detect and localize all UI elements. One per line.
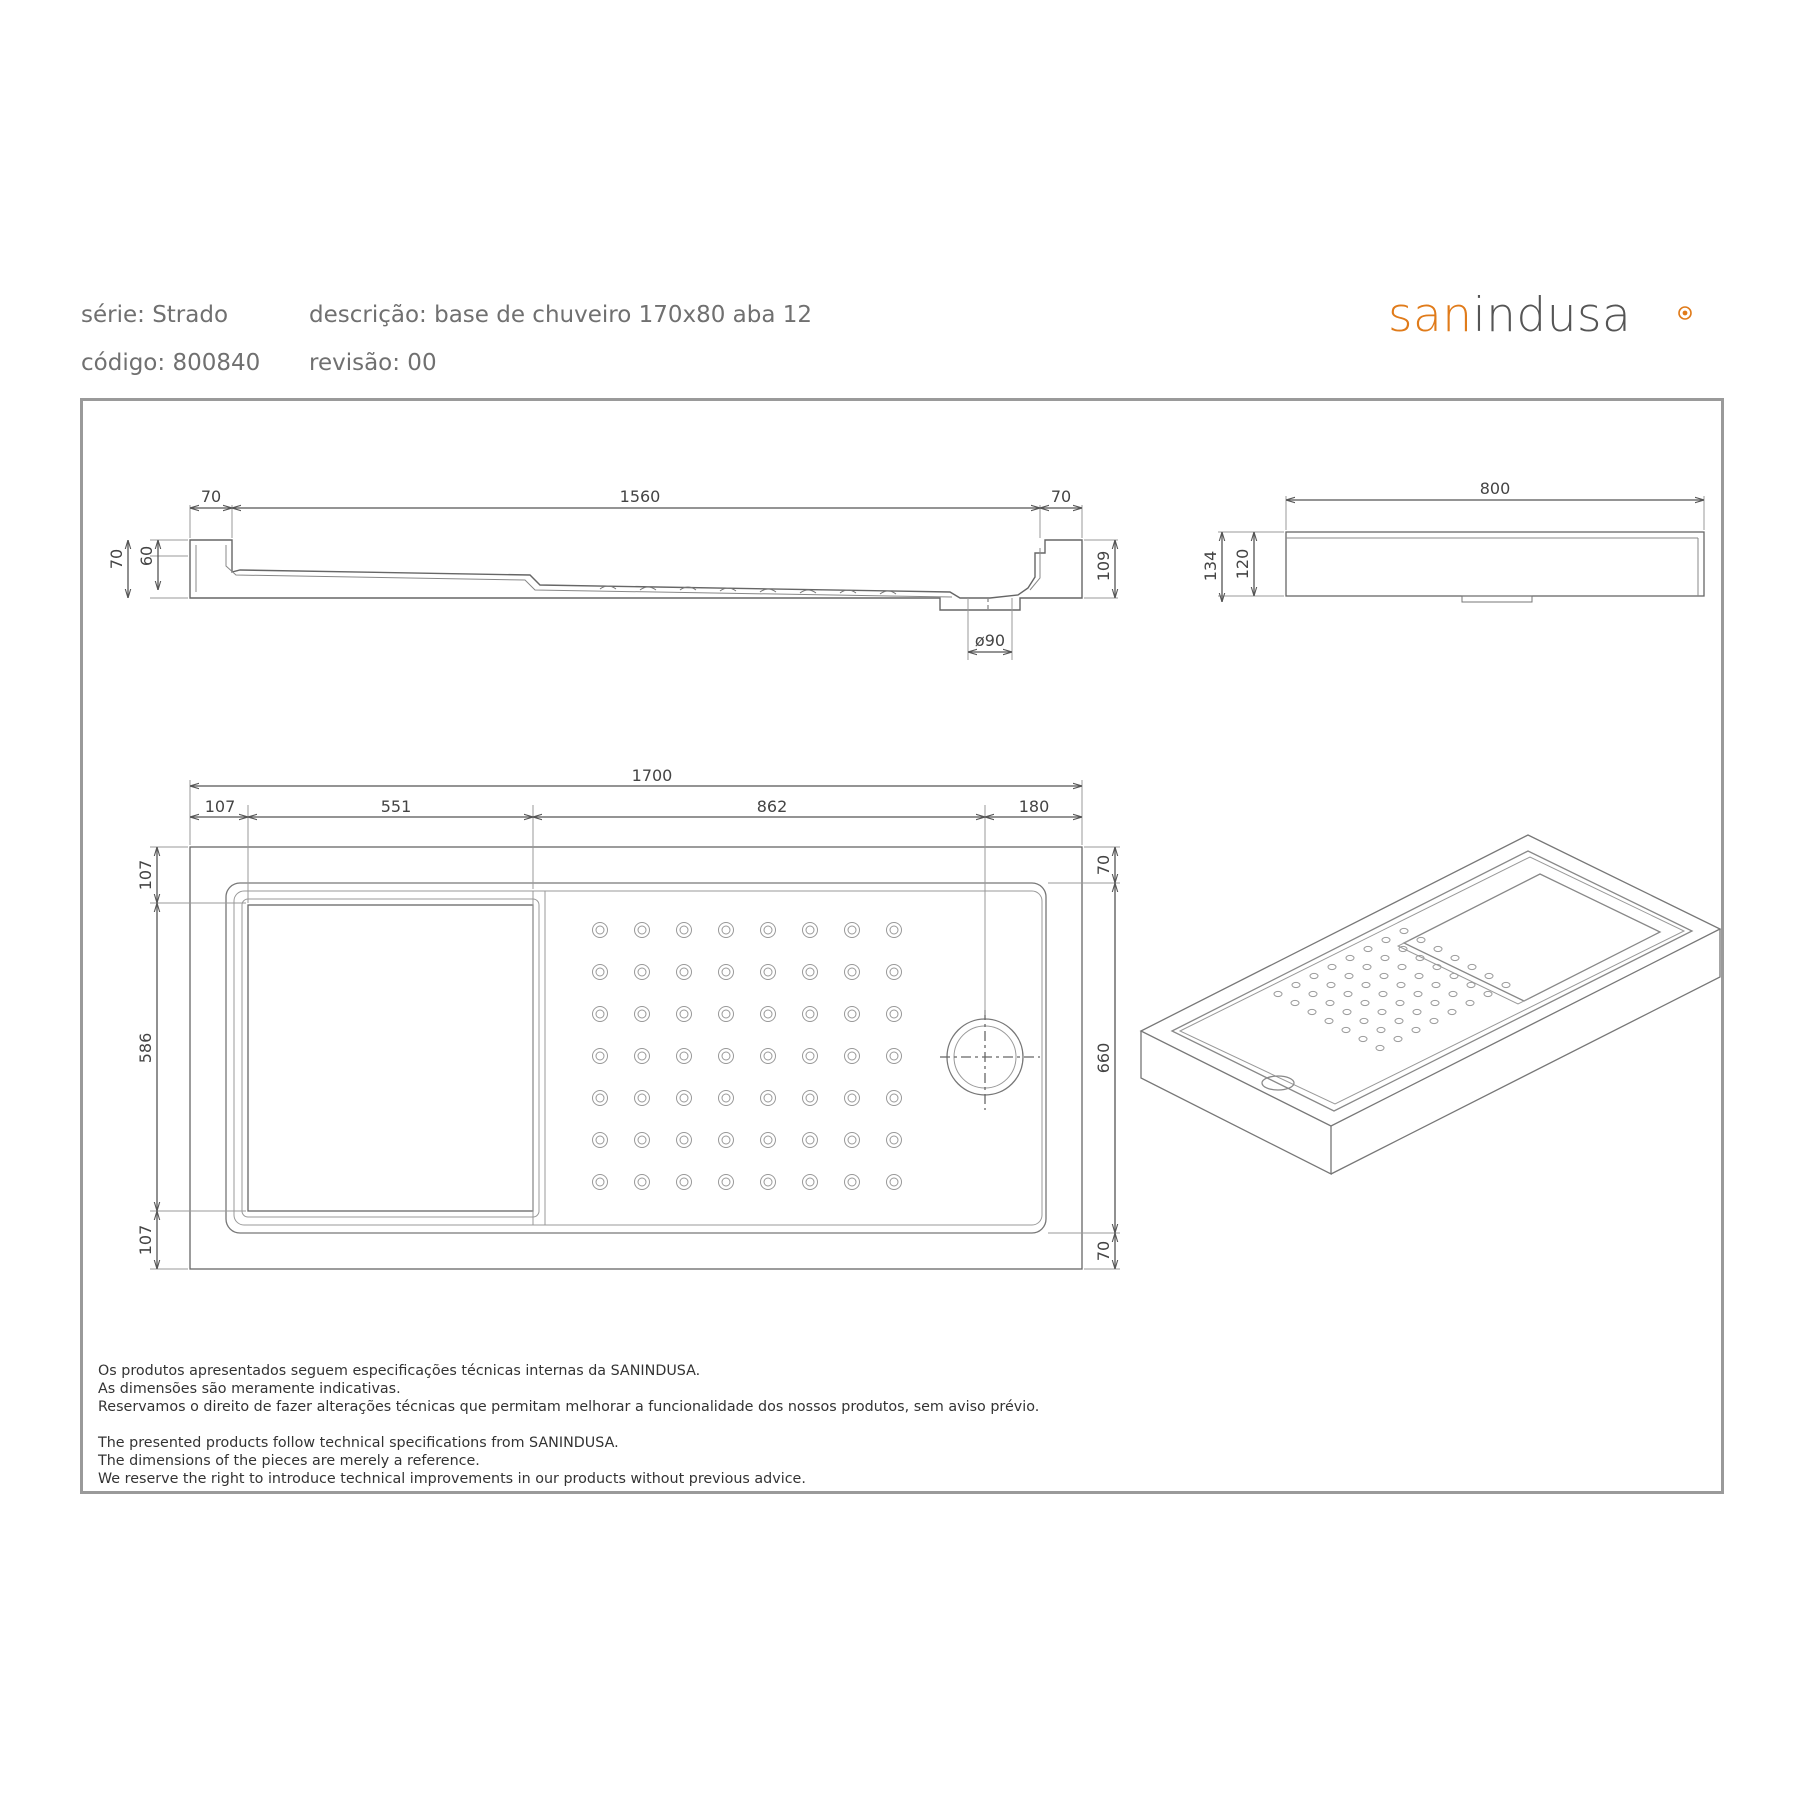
iso-dot-grid bbox=[1274, 928, 1510, 1050]
drain-dot bbox=[761, 1091, 776, 1106]
iso-drain-dot bbox=[1382, 937, 1390, 942]
top-view-outer bbox=[190, 847, 1082, 1269]
iso-drain-dot bbox=[1399, 946, 1407, 951]
iso-drain-dot bbox=[1466, 1000, 1474, 1005]
end-view bbox=[1201, 479, 1704, 602]
drain-dot bbox=[887, 1091, 902, 1106]
iso-drain-dot bbox=[1484, 991, 1492, 996]
drain-dot bbox=[803, 923, 818, 938]
iso-drain-dot bbox=[1345, 973, 1353, 978]
note-en-2: The dimensions of the pieces are merely a reference. bbox=[98, 1453, 480, 1469]
iso-drain-dot bbox=[1360, 1018, 1368, 1023]
iso-drain-dot bbox=[1431, 1000, 1439, 1005]
iso-drain-dot bbox=[1468, 964, 1476, 969]
drain-dot bbox=[803, 1049, 818, 1064]
end-view-body bbox=[1286, 532, 1704, 596]
top-dim-total: 1700 bbox=[631, 766, 673, 785]
drain-dot bbox=[761, 923, 776, 938]
drain-dot bbox=[635, 1091, 650, 1106]
iso-drain-dot bbox=[1434, 946, 1442, 951]
drain-dot bbox=[887, 1133, 902, 1148]
iso-drain-dot bbox=[1381, 955, 1389, 960]
drain-dot bbox=[677, 923, 692, 938]
drain-dot bbox=[761, 1133, 776, 1148]
iso-right-face bbox=[1331, 929, 1720, 1174]
side-dim-right-lip: 70 bbox=[1050, 487, 1072, 506]
iso-drain-dot bbox=[1378, 1009, 1386, 1014]
drain-dot bbox=[593, 965, 608, 980]
iso-drain-dot bbox=[1376, 1045, 1384, 1050]
iso-front-face bbox=[1141, 1031, 1331, 1174]
note-pt-3: Reservamos o direito de fazer alterações técnicas que permitam melhorar a funcionalidade dos nossos produtos, sem aviso prévio. bbox=[98, 1399, 1040, 1415]
drain-dot bbox=[845, 1091, 860, 1106]
iso-drain-dot bbox=[1448, 1009, 1456, 1014]
side-view-profile bbox=[190, 540, 1082, 610]
drain-dot bbox=[803, 1175, 818, 1190]
logo-part-indusa: indusa bbox=[1472, 288, 1632, 343]
top-dim-seg3: 862 bbox=[756, 797, 788, 816]
drain-dot bbox=[719, 923, 734, 938]
top-dim-left-top: 107 bbox=[136, 859, 155, 891]
serie-label: série: Strado bbox=[81, 302, 229, 328]
drain-dot bbox=[677, 1049, 692, 1064]
drain-dot bbox=[719, 1133, 734, 1148]
iso-drain-dot bbox=[1310, 973, 1318, 978]
iso-drain-dot bbox=[1325, 1018, 1333, 1023]
iso-drain-dot bbox=[1308, 1009, 1316, 1014]
drain-dot bbox=[845, 1007, 860, 1022]
drain-dot bbox=[677, 1175, 692, 1190]
top-dim-seg1: 107 bbox=[204, 797, 236, 816]
drain-dot bbox=[719, 1007, 734, 1022]
drain-dot bbox=[761, 1049, 776, 1064]
drain-dot bbox=[845, 1133, 860, 1148]
side-dim-left-lip: 70 bbox=[200, 487, 222, 506]
iso-drain-dot bbox=[1449, 991, 1457, 996]
drain-dot bbox=[677, 1091, 692, 1106]
drain-dot bbox=[719, 965, 734, 980]
iso-drain-dot bbox=[1415, 973, 1423, 978]
descricao-label: descrição: base de chuveiro 170x80 aba 12 bbox=[309, 302, 813, 328]
drain-dot bbox=[677, 1007, 692, 1022]
drain-dot bbox=[593, 1175, 608, 1190]
top-dim-left-bottom: 107 bbox=[136, 1224, 155, 1256]
drain-dot bbox=[887, 923, 902, 938]
iso-top-face bbox=[1141, 835, 1720, 1126]
top-dim-right-mid: 660 bbox=[1094, 1042, 1113, 1074]
end-dim-height-outer: 134 bbox=[1201, 550, 1220, 582]
drain-dot bbox=[635, 1133, 650, 1148]
top-dim-seg2: 551 bbox=[380, 797, 412, 816]
drain-dot bbox=[803, 965, 818, 980]
drain-dot bbox=[635, 1049, 650, 1064]
iso-drain-dot bbox=[1430, 1018, 1438, 1023]
iso-drain-dot bbox=[1377, 1027, 1385, 1032]
drain-dot bbox=[593, 923, 608, 938]
iso-drain-dot bbox=[1380, 973, 1388, 978]
side-dim-center: 1560 bbox=[619, 487, 661, 506]
iso-drain-dot bbox=[1396, 1000, 1404, 1005]
logo-part-san: san bbox=[1388, 288, 1473, 343]
drain-dot bbox=[845, 1175, 860, 1190]
iso-drain-dot bbox=[1485, 973, 1493, 978]
iso-drain-dot bbox=[1395, 1018, 1403, 1023]
iso-drain-dot bbox=[1364, 946, 1372, 951]
side-view bbox=[107, 487, 1118, 660]
disclaimer-notes bbox=[98, 1362, 1039, 1488]
top-dim-seg4: 180 bbox=[1018, 797, 1050, 816]
drain-dot bbox=[803, 1091, 818, 1106]
drain-dot bbox=[887, 1049, 902, 1064]
revisao-label: revisão: 00 bbox=[309, 350, 437, 376]
top-view-drain bbox=[940, 1010, 1040, 1110]
end-dim-width: 800 bbox=[1479, 479, 1511, 498]
side-dim-drain: ø90 bbox=[974, 631, 1006, 650]
side-dim-height-right: 109 bbox=[1094, 550, 1113, 582]
iso-drain-dot bbox=[1450, 973, 1458, 978]
iso-drain-dot bbox=[1432, 982, 1440, 987]
iso-drain-dot bbox=[1342, 1027, 1350, 1032]
iso-drain-dot bbox=[1400, 928, 1408, 933]
iso-drain-dot bbox=[1417, 937, 1425, 942]
iso-drain-dot bbox=[1379, 991, 1387, 996]
top-view-flat-panel bbox=[248, 905, 533, 1211]
iso-drain-dot bbox=[1291, 1000, 1299, 1005]
iso-drain-dot bbox=[1502, 982, 1510, 987]
iso-drain-dot bbox=[1274, 991, 1282, 996]
drain-dot bbox=[635, 1175, 650, 1190]
top-view bbox=[136, 766, 1120, 1269]
drain-dot bbox=[719, 1049, 734, 1064]
iso-drain-dot bbox=[1451, 955, 1459, 960]
drain-dot bbox=[845, 923, 860, 938]
drain-dot bbox=[593, 1133, 608, 1148]
drain-dot bbox=[803, 1133, 818, 1148]
iso-drain-dot bbox=[1412, 1027, 1420, 1032]
end-view-drain bbox=[1462, 596, 1532, 602]
note-pt-2: As dimensões são meramente indicativas. bbox=[98, 1381, 401, 1397]
drain-dot bbox=[887, 1007, 902, 1022]
drain-dot bbox=[845, 965, 860, 980]
drain-dot bbox=[719, 1175, 734, 1190]
iso-drain-dot bbox=[1363, 964, 1371, 969]
iso-drain-dot bbox=[1346, 955, 1354, 960]
iso-drain-dot bbox=[1398, 964, 1406, 969]
iso-drain-dot bbox=[1326, 1000, 1334, 1005]
iso-basin-rim bbox=[1172, 851, 1692, 1111]
drain-dot bbox=[761, 1175, 776, 1190]
iso-drain-dot bbox=[1362, 982, 1370, 987]
drain-dot bbox=[593, 1091, 608, 1106]
top-view-inner-rim bbox=[226, 883, 1046, 1233]
drain-dot bbox=[593, 1049, 608, 1064]
drain-dot bbox=[887, 1175, 902, 1190]
iso-drain-dot bbox=[1361, 1000, 1369, 1005]
drain-dot bbox=[761, 1007, 776, 1022]
drain-dot bbox=[635, 923, 650, 938]
iso-drain-dot bbox=[1413, 1009, 1421, 1014]
side-dim-height-outer: 70 bbox=[107, 548, 126, 570]
isometric-view bbox=[1141, 835, 1720, 1174]
top-dim-left-mid: 586 bbox=[136, 1032, 155, 1064]
drain-dot bbox=[845, 1049, 860, 1064]
iso-drain-dot bbox=[1359, 1036, 1367, 1041]
top-view-dot-grid bbox=[593, 923, 902, 1190]
drain-dot bbox=[761, 965, 776, 980]
side-dim-height-inner: 60 bbox=[137, 545, 156, 567]
drain-dot bbox=[635, 1007, 650, 1022]
iso-drain-dot bbox=[1414, 991, 1422, 996]
codigo-label: código: 800840 bbox=[81, 350, 261, 376]
iso-drain-dot bbox=[1343, 1009, 1351, 1014]
drain-dot bbox=[677, 965, 692, 980]
iso-drain-dot bbox=[1328, 964, 1336, 969]
top-dim-right-top: 70 bbox=[1094, 854, 1113, 876]
drain-dot bbox=[635, 965, 650, 980]
iso-drain-dot bbox=[1397, 982, 1405, 987]
iso-drain-dot bbox=[1394, 1036, 1402, 1041]
iso-drain-dot bbox=[1344, 991, 1352, 996]
end-dim-height-inner: 120 bbox=[1233, 548, 1252, 580]
drain-dot bbox=[593, 1007, 608, 1022]
drain-dot bbox=[719, 1091, 734, 1106]
iso-drain-dot bbox=[1467, 982, 1475, 987]
note-pt-1: Os produtos apresentados seguem especificações técnicas internas da SANINDUSA. bbox=[98, 1363, 701, 1379]
note-en-3: We reserve the right to introduce technical improvements in our products without previous advice. bbox=[98, 1471, 806, 1487]
iso-drain-dot bbox=[1309, 991, 1317, 996]
top-dim-right-bottom: 70 bbox=[1094, 1240, 1113, 1262]
drain-dot bbox=[677, 1133, 692, 1148]
drain-dot bbox=[803, 1007, 818, 1022]
iso-drain-dot bbox=[1327, 982, 1335, 987]
note-en-1: The presented products follow technical specifications from SANINDUSA. bbox=[98, 1435, 619, 1451]
iso-drain-dot bbox=[1292, 982, 1300, 987]
drain-dot bbox=[887, 965, 902, 980]
iso-flat-panel bbox=[1404, 874, 1660, 1001]
